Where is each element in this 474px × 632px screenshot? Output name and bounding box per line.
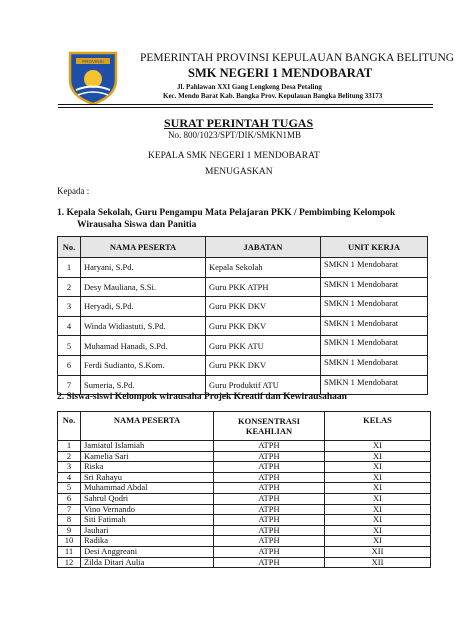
letter-action: MENUGASKAN [205, 167, 273, 177]
student-row-cell: XI [325, 472, 431, 483]
column-header-no: No. [58, 412, 81, 441]
letterhead-province: PEMERINTAH PROVINSI KEPULAUAN BANGKA BELITUNG [140, 52, 455, 64]
student-row [58, 504, 431, 515]
student-row-cell: ATPH [214, 493, 325, 504]
staff-row [58, 316, 428, 336]
staff-row-cell: Guru PKK ATU [206, 336, 321, 356]
student-row [58, 557, 431, 568]
staff-row-cell: SMKN 1 Mendobarat [321, 375, 428, 395]
student-row-cell: ATPH [214, 451, 325, 462]
staff-row-cell: 1 [58, 258, 81, 278]
student-row-cell: 4 [58, 472, 81, 483]
staff-row-cell: Kepala Sekolah [206, 258, 321, 278]
staff-row-cell: Winda Widiastuti, S.Pd. [81, 316, 206, 336]
student-row-cell: ATPH [214, 504, 325, 515]
student-row [58, 441, 431, 452]
student-row-cell: Siti Fatimah [81, 515, 214, 526]
student-row-cell: Vino Vernando [81, 504, 214, 515]
student-row-cell: ATPH [214, 557, 325, 568]
student-row-cell: Kamelia Sari [81, 451, 214, 462]
staff-row-cell: Desy Mauliana, S.Si. [81, 277, 206, 297]
student-row-cell: 3 [58, 462, 81, 473]
student-row-cell: 7 [58, 504, 81, 515]
letter-issuer: KEPALA SMK NEGERI 1 MENDOBARAT [148, 151, 320, 161]
student-row [58, 536, 431, 547]
staff-row-cell: Guru PKK ATPH [206, 277, 321, 297]
section1-heading [57, 207, 395, 231]
staff-row-cell: 2 [58, 277, 81, 297]
letter-recipient-label: Kepada : [57, 186, 90, 196]
staff-row-cell: Ferdi Sudianto, S.Kom. [81, 355, 206, 375]
student-row-cell: Jauhari [81, 525, 214, 536]
student-row-cell: XI [325, 483, 431, 494]
letterhead-region: Kec. Mendo Barat Kab. Bangka Prov. Kepulauan Bangka Belitung 33173 [163, 92, 383, 100]
student-row-cell: Muhammad Abdal [81, 483, 214, 494]
student-row-cell: Sri Rahayu [81, 472, 214, 483]
student-row-cell: Desi Anggreani [81, 546, 214, 557]
staff-row-cell: 7 [58, 375, 81, 395]
column-header-no: No. [58, 237, 81, 258]
student-row-cell: ATPH [214, 525, 325, 536]
student-row-cell: XI [325, 441, 431, 452]
staff-row-cell: SMKN 1 Mendobarat [321, 336, 428, 356]
letterhead-school: SMK NEGERI 1 MENDOBARAT [188, 66, 373, 80]
staff-row-cell: 3 [58, 297, 81, 317]
student-row-cell: Riska [81, 462, 214, 473]
student-row-cell: 9 [58, 525, 81, 536]
column-header-name: NAMA PESERTA [81, 237, 206, 258]
letter-number: No. 800/1023/SPT/DIK/SMKN1MB [168, 130, 302, 140]
column-header-unit: UNIT KERJA [321, 237, 428, 258]
staff-row [58, 336, 428, 356]
staff-row-cell: Guru PKK DKV [206, 316, 321, 336]
student-row-cell: 1 [58, 441, 81, 452]
student-row-cell: Radika [81, 536, 214, 547]
column-header-expertise: KONSENTRASI KEAHLIAN [214, 412, 325, 441]
student-row [58, 546, 431, 557]
student-row [58, 472, 431, 483]
letterhead-address: Jl. Pahlawan XXI Gang Lengkeng Desa Petaling [177, 83, 322, 91]
staff-row [58, 355, 428, 375]
logo-text: PROVINSI [82, 59, 104, 64]
student-row-cell: XI [325, 451, 431, 462]
student-row-cell: ATPH [214, 472, 325, 483]
staff-row [58, 277, 428, 297]
student-row-cell: ATPH [214, 515, 325, 526]
staff-row-cell: 5 [58, 336, 81, 356]
student-row-cell: XI [325, 525, 431, 536]
student-table-header [58, 412, 431, 441]
student-row-cell: XI [325, 515, 431, 526]
staff-row-cell: Muhamad Hanadi, S.Pd. [81, 336, 206, 356]
student-row-cell: XI [325, 536, 431, 547]
staff-row-cell: SMKN 1 Mendobarat [321, 258, 428, 278]
staff-row-cell: Guru PKK DKV [206, 355, 321, 375]
student-row-cell: 12 [58, 557, 81, 568]
staff-row [58, 258, 428, 278]
letterhead-divider-top [58, 104, 433, 105]
staff-row-cell: Guru PKK DKV [206, 297, 321, 317]
student-row-cell: Jamiatul Islamiah [81, 441, 214, 452]
student-row-cell: 2 [58, 451, 81, 462]
student-row [58, 515, 431, 526]
staff-row-cell: SMKN 1 Mendobarat [321, 355, 428, 375]
staff-row-cell: SMKN 1 Mendobarat [321, 277, 428, 297]
student-table [57, 411, 431, 568]
student-row-cell: ATPH [214, 536, 325, 547]
student-row-cell: 10 [58, 536, 81, 547]
student-row-cell: 8 [58, 515, 81, 526]
province-emblem-logo [62, 50, 124, 106]
student-row-cell: ATPH [214, 483, 325, 494]
staff-row-cell: SMKN 1 Mendobarat [321, 297, 428, 317]
student-row-cell: XI [325, 504, 431, 515]
student-row-cell: ATPH [214, 441, 325, 452]
student-row [58, 451, 431, 462]
student-row-cell: 11 [58, 546, 81, 557]
section1-heading-line1: 1. Kepala Sekolah, Guru Pengampu Mata Pelajaran PKK / Pembimbing Kelompok [57, 208, 396, 218]
section1-heading-line2: Wirausaha Siswa dan Panitia [77, 220, 197, 230]
staff-row-cell: 4 [58, 316, 81, 336]
student-row-cell: ATPH [214, 546, 325, 557]
staff-row-cell: Haryani, S.Pd. [81, 258, 206, 278]
student-row [58, 493, 431, 504]
student-row-cell: XI [325, 462, 431, 473]
student-row-cell: 6 [58, 493, 81, 504]
column-header-name: NAMA PESERTA [81, 412, 214, 441]
student-row [58, 462, 431, 473]
section2-heading: 2. Siswa-siswi Kelompok wirausaha Projek Kreatif dan Kewirausahaan [57, 392, 347, 402]
staff-row-cell: Sumeria, S.Pd. [81, 375, 206, 395]
staff-row [58, 297, 428, 317]
student-row-cell: ATPH [214, 462, 325, 473]
student-row [58, 525, 431, 536]
student-row-cell: 5 [58, 483, 81, 494]
column-header-class: KELAS [325, 412, 431, 441]
letterhead-divider-bottom [58, 107, 433, 108]
staff-row-cell: Heryadi, S.Pd. [81, 297, 206, 317]
staff-row-cell: SMKN 1 Mendobarat [321, 316, 428, 336]
staff-row-cell: 6 [58, 355, 81, 375]
student-row-cell: XII [325, 557, 431, 568]
staff-table-header [58, 237, 428, 258]
student-row-cell: XI [325, 493, 431, 504]
student-row [58, 483, 431, 494]
staff-row-cell: Guru Produktif ATU [206, 375, 321, 395]
letter-title: SURAT PERINTAH TUGAS [164, 116, 314, 130]
staff-table [57, 236, 428, 395]
student-row-cell: XII [325, 546, 431, 557]
student-row-cell: Sahrul Qodri [81, 493, 214, 504]
column-header-position: JABATAN [206, 237, 321, 258]
student-row-cell: Zilda Ditari Aulia [81, 557, 214, 568]
